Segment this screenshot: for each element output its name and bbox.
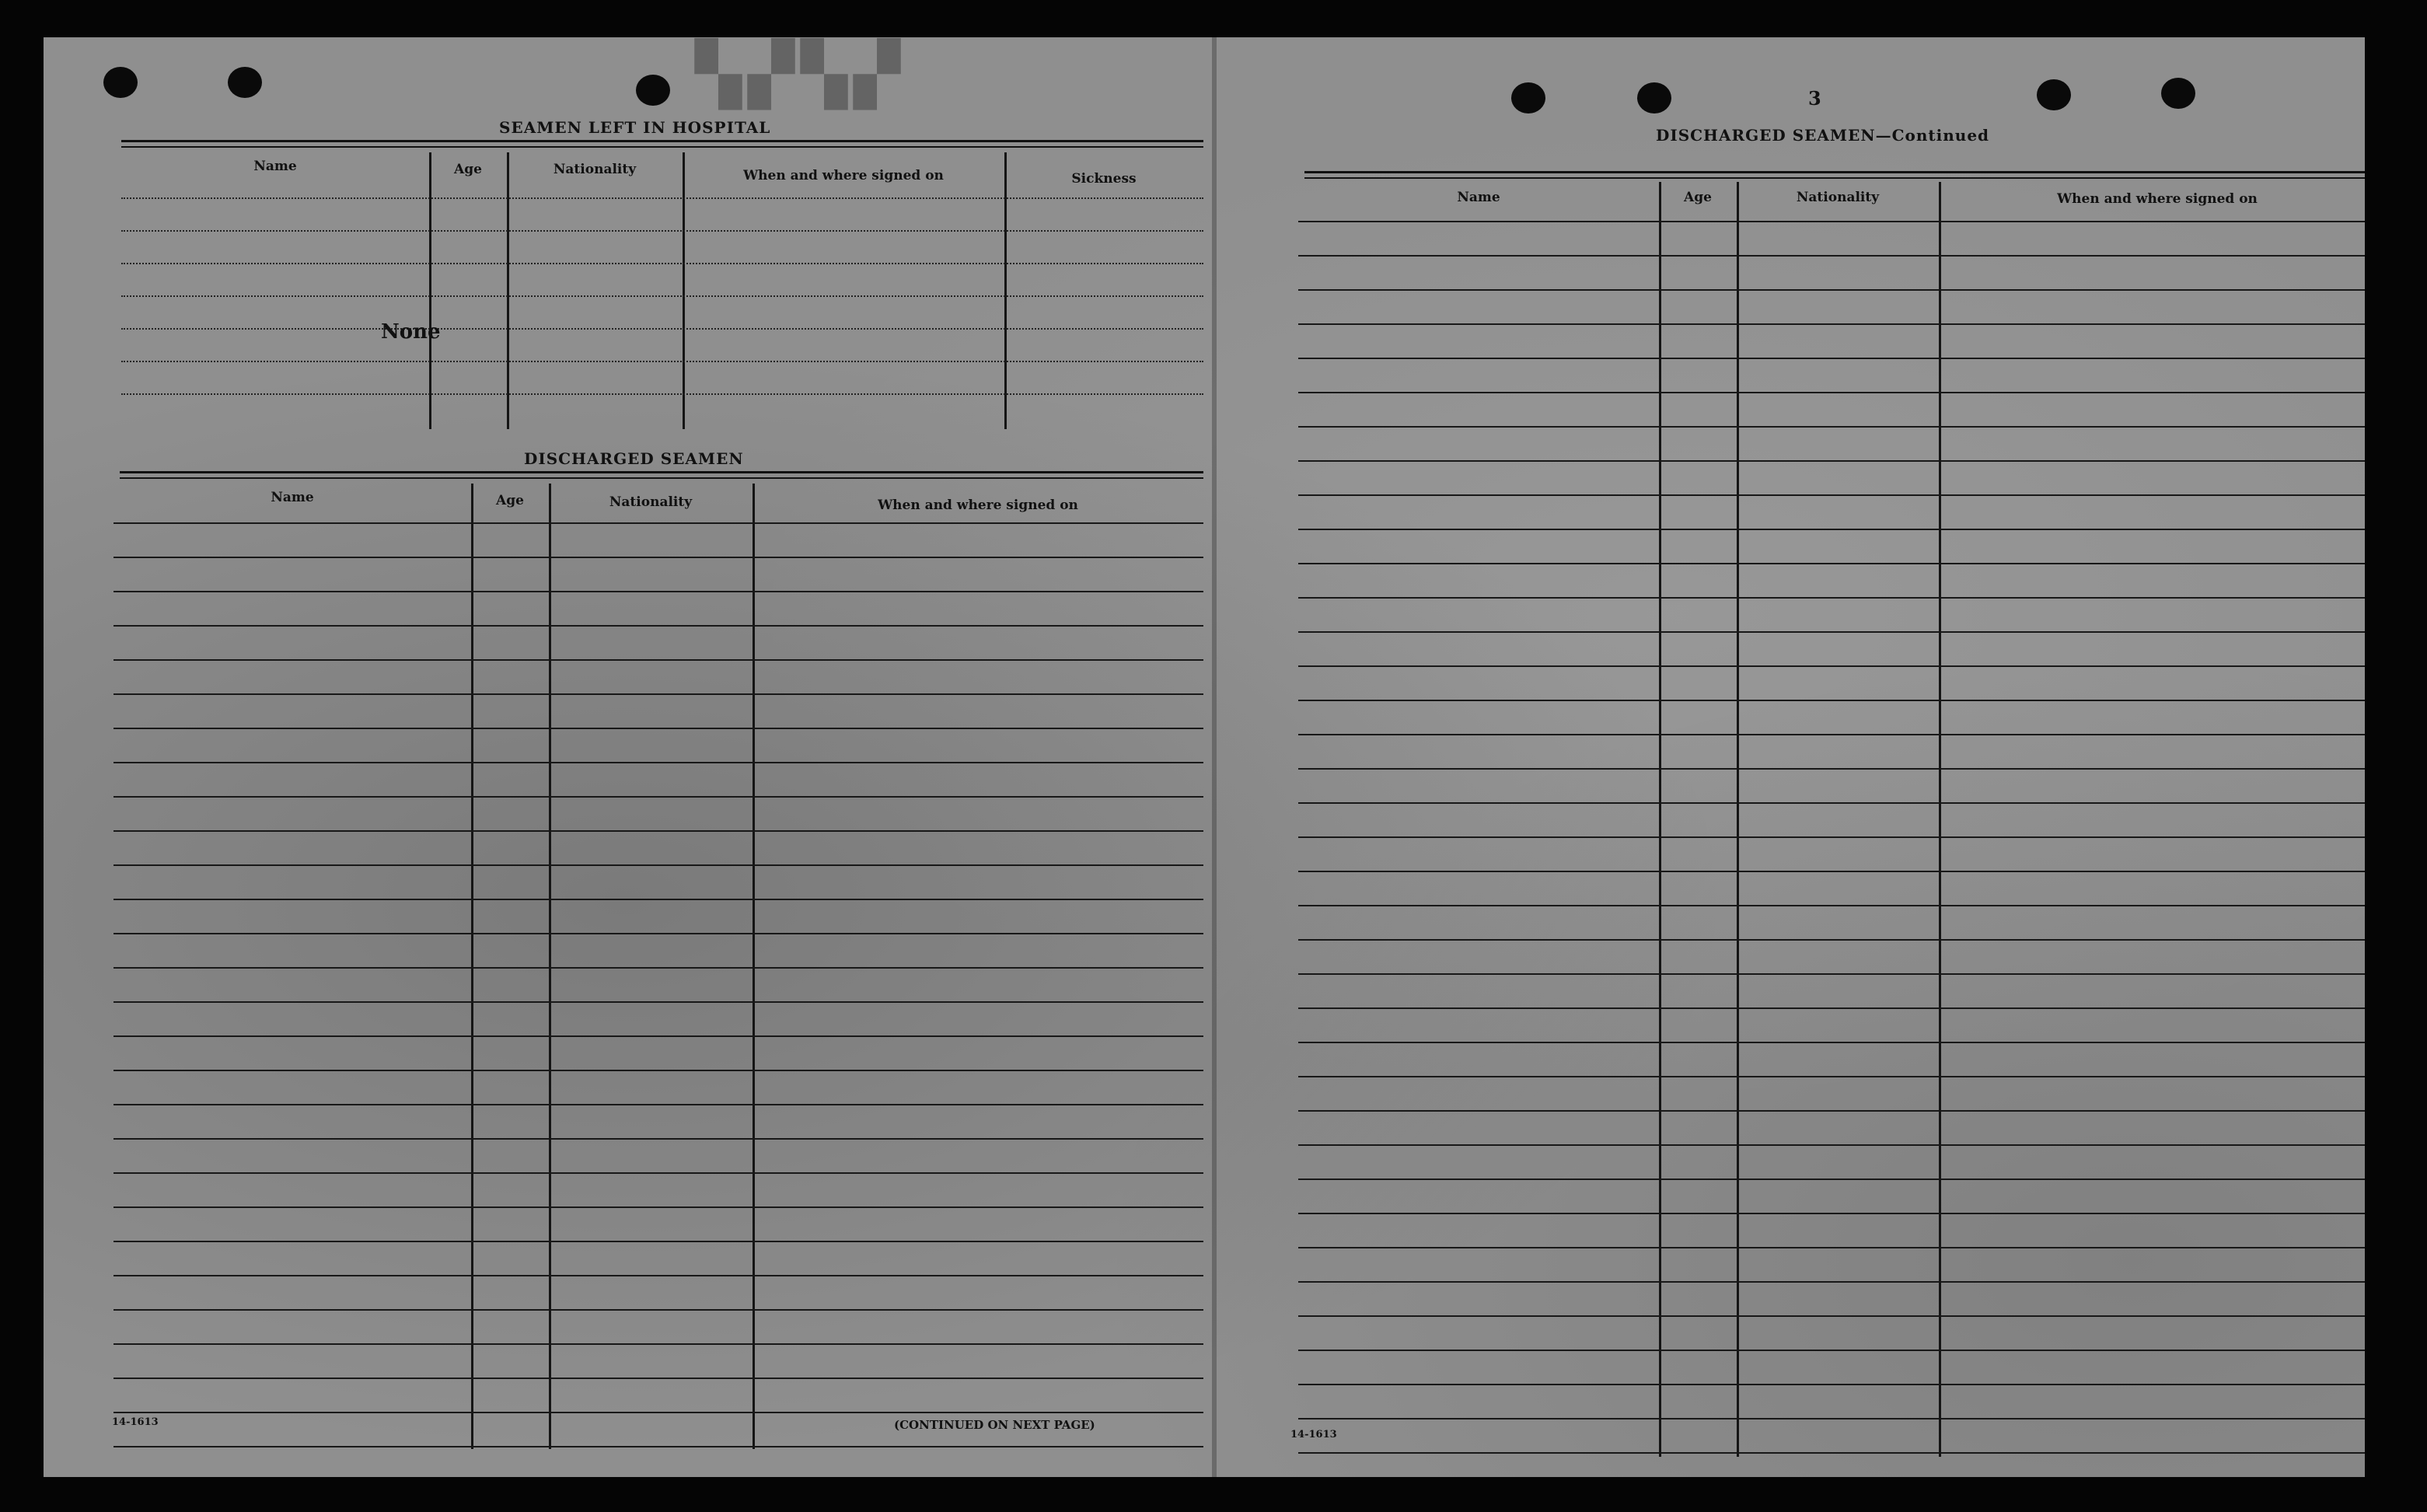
form-number: 14-1613 xyxy=(112,1416,159,1428)
row-line xyxy=(113,625,1203,627)
column-header: Name xyxy=(271,490,314,505)
column-divider xyxy=(549,484,551,1449)
column-divider xyxy=(507,152,509,429)
row-line xyxy=(1298,221,2365,222)
punch-hole xyxy=(1511,82,1545,113)
row-line xyxy=(121,197,1203,199)
column-header: Nationality xyxy=(553,162,637,177)
row-line xyxy=(1298,1144,2365,1146)
row-line xyxy=(113,1275,1203,1276)
row-line xyxy=(1298,802,2365,804)
column-header: Age xyxy=(1684,190,1712,205)
row-line xyxy=(121,393,1203,395)
column-header: Nationality xyxy=(609,494,693,510)
row-line xyxy=(113,967,1203,969)
hospital-table xyxy=(121,152,1203,429)
row-line xyxy=(1298,529,2365,530)
row-line xyxy=(113,693,1203,695)
row-line xyxy=(1298,358,2365,359)
row-line xyxy=(1298,665,2365,667)
row-line xyxy=(113,830,1203,832)
section-rule xyxy=(121,140,1203,142)
row-line xyxy=(113,1104,1203,1105)
column-header: When and where signed on xyxy=(878,498,1078,513)
row-line xyxy=(1298,1007,2365,1009)
row-line xyxy=(1298,700,2365,701)
row-line xyxy=(113,1070,1203,1071)
row-line xyxy=(1298,1281,2365,1283)
row-line xyxy=(1298,768,2365,770)
column-divider xyxy=(429,152,431,429)
row-line xyxy=(113,899,1203,900)
row-line xyxy=(1298,460,2365,462)
row-line xyxy=(113,1035,1203,1037)
column-header: Age xyxy=(496,493,524,508)
row-line xyxy=(121,361,1203,362)
column-divider xyxy=(683,152,685,429)
row-line xyxy=(113,1138,1203,1140)
row-line xyxy=(113,1241,1203,1242)
row-line xyxy=(113,1309,1203,1311)
row-line xyxy=(1298,836,2365,838)
discharged-continued-title: DISCHARGED SEAMEN—Continued xyxy=(1656,126,1990,145)
row-line xyxy=(113,1446,1203,1447)
column-header: When and where signed on xyxy=(2057,191,2258,207)
row-line xyxy=(113,659,1203,661)
row-line xyxy=(1298,1076,2365,1077)
row-line xyxy=(113,1001,1203,1003)
discharged-continued-table xyxy=(1298,182,2365,1457)
section-rule xyxy=(120,477,1203,479)
row-line xyxy=(113,1206,1203,1208)
column-header: Sickness xyxy=(1071,171,1137,187)
row-line xyxy=(1298,905,2365,906)
row-line xyxy=(1298,734,2365,735)
row-line xyxy=(113,522,1203,524)
column-divider xyxy=(753,484,755,1449)
column-header: When and where signed on xyxy=(743,168,944,183)
punch-hole xyxy=(1637,82,1671,113)
row-line xyxy=(1298,871,2365,872)
row-line xyxy=(113,1412,1203,1413)
row-line xyxy=(121,230,1203,232)
row-line xyxy=(1298,255,2365,257)
column-divider xyxy=(471,484,473,1449)
row-line xyxy=(1298,1315,2365,1317)
discharged-table xyxy=(113,484,1203,1449)
punch-hole xyxy=(2161,78,2195,109)
column-header: Nationality xyxy=(1796,190,1880,205)
punch-hole xyxy=(636,75,670,106)
row-line xyxy=(113,1378,1203,1379)
row-line xyxy=(1298,323,2365,325)
row-line xyxy=(1298,392,2365,393)
bleed-through-marks: ▚▞▚▞ xyxy=(689,39,900,110)
column-header: Name xyxy=(1457,190,1500,205)
column-divider xyxy=(1659,182,1661,1457)
scanned-document xyxy=(44,37,2365,1477)
row-line xyxy=(1298,289,2365,291)
page-number: 3 xyxy=(1808,87,1821,110)
punch-hole xyxy=(2037,79,2071,110)
row-line xyxy=(113,728,1203,729)
column-divider xyxy=(1004,152,1007,429)
hospital-section-title: SEAMEN LEFT IN HOSPITAL xyxy=(499,118,771,137)
row-line xyxy=(113,762,1203,763)
row-line xyxy=(1298,1384,2365,1385)
row-line xyxy=(1298,1350,2365,1351)
continued-note: (CONTINUED ON NEXT PAGE) xyxy=(894,1418,1095,1432)
row-line xyxy=(113,796,1203,798)
column-divider xyxy=(1939,182,1941,1457)
row-line xyxy=(121,263,1203,264)
row-line xyxy=(1298,1247,2365,1248)
section-rule xyxy=(1304,171,2365,173)
row-line xyxy=(1298,494,2365,496)
row-line xyxy=(1298,1042,2365,1043)
section-rule xyxy=(120,471,1203,473)
section-rule xyxy=(1304,177,2365,179)
column-divider xyxy=(1737,182,1739,1457)
discharged-section-title: DISCHARGED SEAMEN xyxy=(524,449,744,468)
column-header: Name xyxy=(253,159,297,174)
row-line xyxy=(113,864,1203,866)
row-line xyxy=(113,591,1203,592)
row-line xyxy=(1298,973,2365,975)
row-line xyxy=(1298,1418,2365,1419)
row-line xyxy=(121,328,1203,330)
center-fold xyxy=(1212,37,1217,1477)
row-line xyxy=(1298,1179,2365,1180)
row-line xyxy=(1298,1213,2365,1214)
section-rule xyxy=(121,146,1203,148)
row-line xyxy=(1298,426,2365,428)
punch-hole xyxy=(103,67,138,98)
row-line xyxy=(113,933,1203,934)
row-line xyxy=(1298,597,2365,599)
punch-hole xyxy=(228,67,262,98)
row-line xyxy=(121,295,1203,297)
row-line xyxy=(1298,1110,2365,1112)
form-number: 14-1613 xyxy=(1290,1429,1337,1440)
row-line xyxy=(113,557,1203,558)
row-line xyxy=(1298,563,2365,564)
hospital-entry-text: None xyxy=(381,320,441,344)
row-line xyxy=(113,1343,1203,1345)
row-line xyxy=(1298,631,2365,633)
column-header: Age xyxy=(454,162,482,177)
row-line xyxy=(1298,1452,2365,1454)
row-line xyxy=(113,1172,1203,1174)
row-line xyxy=(1298,939,2365,941)
